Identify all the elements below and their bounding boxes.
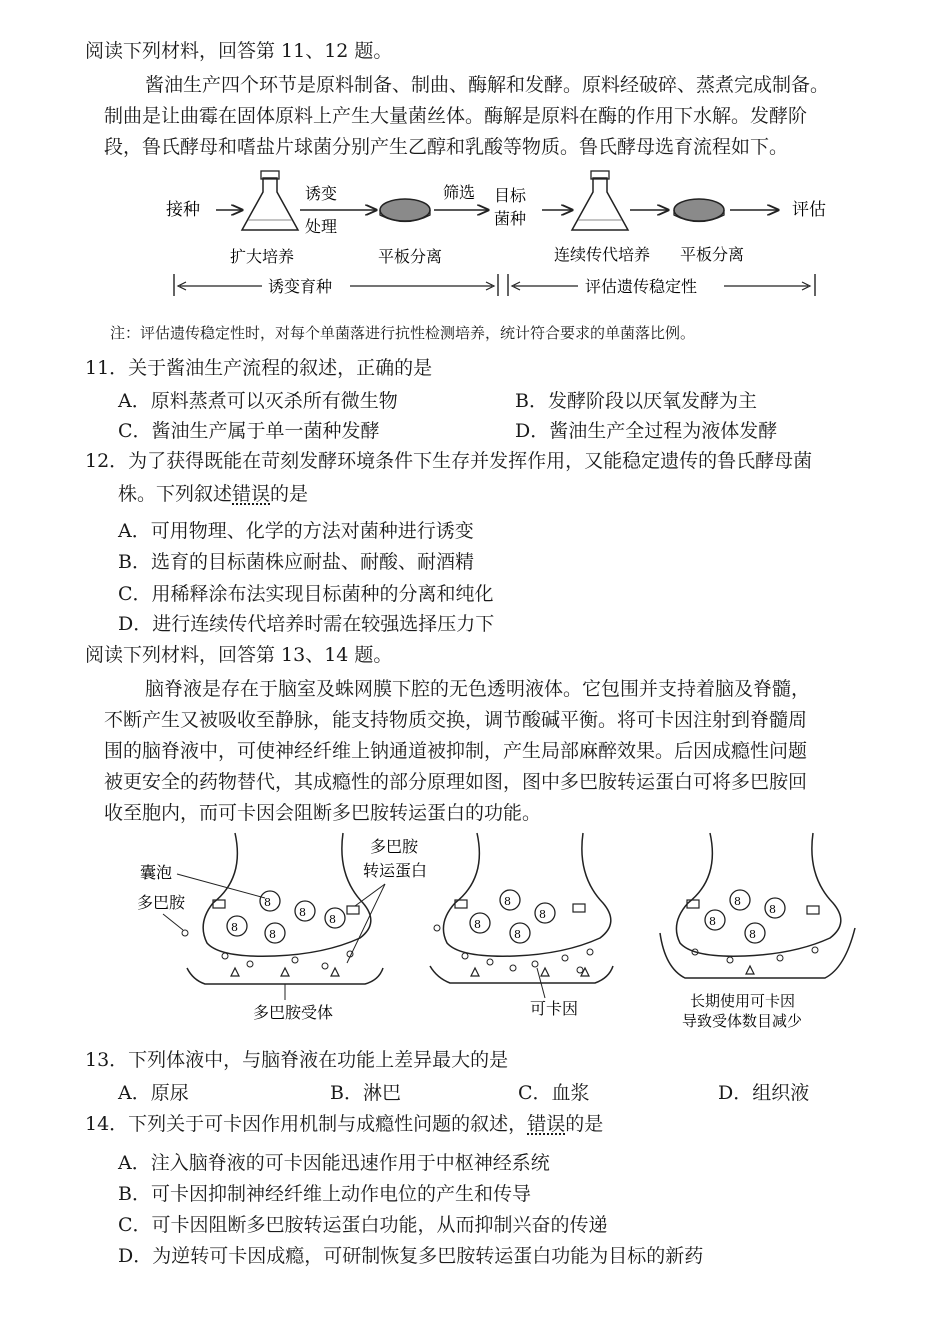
material2-intro: 阅读下列材料，回答第 13、14 题。 — [85, 644, 393, 666]
svg-text:8: 8 — [709, 915, 716, 928]
flow-mutagen-breeding: 诱变育种 — [268, 277, 333, 296]
flow-target-2: 菌种 — [494, 209, 527, 228]
flow-plate-2: 平板分离 — [680, 245, 745, 264]
svg-text:8: 8 — [504, 895, 511, 908]
svg-text:8: 8 — [769, 903, 776, 916]
label-transporter-2: 转运蛋白 — [363, 861, 428, 880]
q13-stem: 13．下列体液中，与脑脊液在功能上差异最大的是 — [85, 1049, 509, 1071]
q14-stem-part-a: 14．下列关于可卡因作用机制与成瘾性问题的叙述， — [85, 1113, 528, 1135]
flow-screen: 筛选 — [443, 183, 476, 202]
svg-text:8: 8 — [269, 928, 276, 941]
flow-plate-1: 平板分离 — [378, 247, 443, 266]
q11-stem: 11．关于酱油生产流程的叙述，正确的是 — [85, 357, 433, 379]
label-cocaine: 可卡因 — [530, 999, 579, 1018]
q12-stem-line-1: 12．为了获得既能在苛刻发酵环境条件下生存并发挥作用，又能稳定遗传的鲁氏酵母菌 — [85, 450, 813, 472]
q11-option-d: D．酱油生产全过程为液体发酵 — [515, 420, 778, 442]
svg-text:8: 8 — [299, 906, 306, 919]
material1-line-3: 段，鲁氏酵母和嗜盐片球菌分别产生乙醇和乳酸等物质。鲁氏酵母选育流程如下。 — [104, 136, 789, 158]
synapse-long-term — [660, 833, 855, 978]
q12-option-c: C．用稀释涂布法实现目标菌种的分离和纯化 — [118, 583, 494, 605]
q11-option-a: A．原料蒸煮可以灭杀所有微生物 — [118, 390, 398, 412]
q13-option-d: D．组织液 — [718, 1082, 810, 1104]
svg-text:8: 8 — [734, 895, 741, 908]
flow-expand: 扩大培养 — [230, 247, 295, 266]
material2-line-5: 收至胞内，而可卡因会阻断多巴胺转运蛋白的功能。 — [104, 802, 542, 824]
q12-option-b: B．选育的目标菌株应耐盐、耐酸、耐酒精 — [118, 551, 474, 573]
label-vesicle: 囊泡 — [140, 863, 173, 882]
material2-line-3: 围的脑脊液中，可使神经纤维上钠通道被抑制，产生局部麻醉效果。后因成瘾性问题 — [104, 740, 808, 762]
svg-text:8: 8 — [749, 928, 756, 941]
note: 注：评估遗传稳定性时，对每个单菌落进行抗性检测培养，统计符合要求的单菌落比例。 — [110, 324, 696, 342]
q14-option-d: D．为逆转可卡因成瘾，可研制恢复多巴胺转运蛋白功能为目标的新药 — [118, 1245, 704, 1267]
petri-dish-icon-1 — [380, 199, 430, 222]
flow-stability: 评估遗传稳定性 — [585, 277, 698, 296]
label-receptor: 多巴胺受体 — [253, 1003, 334, 1022]
svg-text:8: 8 — [329, 913, 336, 926]
q12-stem-line-2 — [118, 479, 308, 506]
flask-icon-1 — [242, 171, 298, 230]
synapse-cocaine — [430, 833, 613, 983]
q12-stem-part-a: 株。下列叙述 — [118, 483, 233, 505]
q13-option-a: A．原尿 — [118, 1082, 189, 1104]
material2-line-4: 被更安全的药物替代，其成瘾性的部分原理如图，图中多巴胺转运蛋白可将多巴胺回 — [104, 771, 808, 793]
material1-line-1: 酱油生产四个环节是原料制备、制曲、酶解和发酵。原料经破碎、蒸煮完成制备。 — [145, 74, 830, 96]
breeding-flow-diagram — [150, 168, 840, 308]
flow-inoculate: 接种 — [166, 200, 200, 220]
q12-emphasis-wrong: 错误 — [232, 483, 271, 505]
q13-option-b: B．淋巴 — [330, 1082, 401, 1104]
flow-mutate-1: 诱变 — [305, 184, 338, 203]
flask-icon-2 — [572, 171, 628, 230]
q11-option-b: B．发酵阶段以厌氧发酵为主 — [515, 390, 757, 412]
petri-dish-icon-2 — [674, 199, 724, 222]
q14-option-c: C．可卡因阻断多巴胺转运蛋白功能，从而抑制兴奋的传递 — [118, 1214, 608, 1236]
label-dopamine: 多巴胺 — [137, 893, 186, 912]
q13-option-c: C．血浆 — [518, 1082, 590, 1104]
label-longterm-1: 长期使用可卡因 — [690, 992, 796, 1010]
q14-emphasis-wrong: 错误 — [527, 1113, 566, 1135]
q12-option-d: D．进行连续传代培养时需在较强选择压力下 — [118, 613, 495, 635]
q12-option-a: A．可用物理、化学的方法对菌种进行诱变 — [118, 520, 474, 542]
material1-intro: 阅读下列材料，回答第 11、12 题。 — [85, 40, 393, 62]
synapse-diagram — [125, 828, 860, 1038]
range-bracket-breeding — [174, 274, 498, 296]
svg-text:8: 8 — [514, 928, 521, 941]
svg-text:8: 8 — [264, 896, 271, 909]
flow-mutate-2: 处理 — [305, 217, 338, 236]
material2-line-1: 脑脊液是存在于脑室及蛛网膜下腔的无色透明液体。它包围并支持着脑及脊髓， — [145, 678, 811, 700]
synapse-normal — [182, 833, 383, 984]
q14-stem — [85, 1109, 603, 1136]
q14-option-a: A．注入脑脊液的可卡因能迅速作用于中枢神经系统 — [118, 1152, 550, 1174]
flow-evaluate: 评估 — [792, 200, 826, 220]
material1-line-2: 制曲是让曲霉在固体原料上产生大量菌丝体。酶解是原料在酶的作用下水解。发酵阶 — [104, 105, 808, 127]
flow-continuous: 连续传代培养 — [554, 245, 651, 264]
q14-option-b: B．可卡因抑制神经纤维上动作电位的产生和传导 — [118, 1183, 531, 1205]
svg-text:8: 8 — [231, 921, 238, 934]
label-transporter-1: 多巴胺 — [370, 837, 419, 856]
flow-target-1: 目标 — [494, 186, 527, 205]
svg-text:8: 8 — [539, 908, 546, 921]
label-longterm-2: 导致受体数目减少 — [682, 1012, 803, 1030]
svg-text:8: 8 — [474, 918, 481, 931]
q12-stem-part-c: 的是 — [270, 483, 309, 505]
q14-stem-part-c: 的是 — [565, 1113, 604, 1135]
q11-option-c: C．酱油生产属于单一菌种发酵 — [118, 420, 380, 442]
material2-line-2: 不断产生又被吸收至静脉，能支持物质交换，调节酸碱平衡。将可卡因注射到脊髓周 — [104, 709, 808, 731]
